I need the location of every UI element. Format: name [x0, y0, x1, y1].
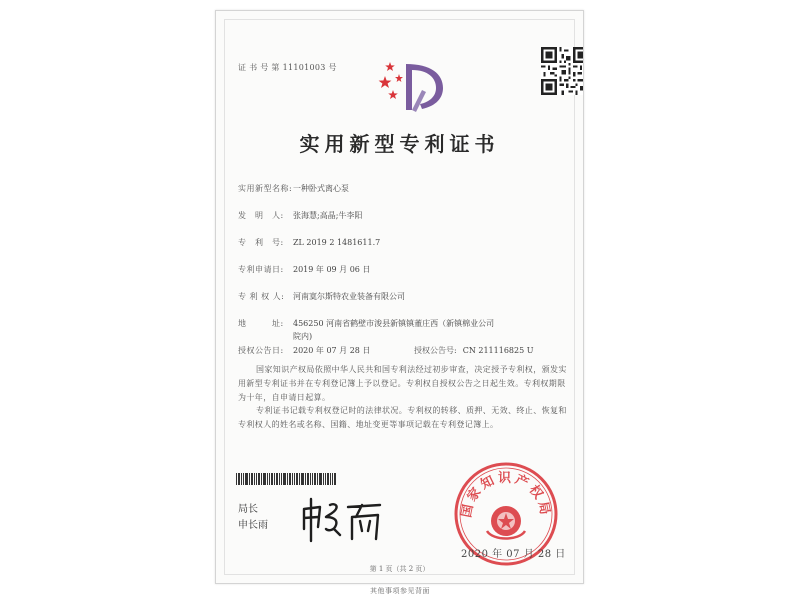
field-label: 授权公告日: [238, 346, 284, 355]
field-label: 专利申请日: [238, 265, 284, 274]
field-grant-date [238, 345, 370, 356]
certificate-number: 证 书 号 第 11101003 号 [238, 63, 337, 72]
barcode-icon [236, 473, 336, 485]
field-patentee [238, 291, 405, 302]
field-value: 一种卧式离心泵 [293, 184, 349, 193]
cnipa-logo-icon [376, 60, 448, 114]
seal-date: 2020 年 07 月 28 日 [461, 549, 566, 560]
field-address [238, 318, 494, 329]
field-label: 专 利 权 人: [238, 292, 285, 301]
field-inventors [238, 210, 362, 221]
field-patent-number [238, 237, 380, 248]
outside-note: 其他事项参见背面 [370, 587, 430, 595]
field-utility-model-name [238, 183, 349, 194]
field-value: 张海慧;高晶;牛李阳 [293, 211, 363, 220]
handwritten-signature [296, 495, 386, 545]
qr-code-icon [541, 47, 584, 95]
field-filing-date [238, 264, 370, 275]
field-value: 2019 年 09 月 06 日 [293, 265, 371, 274]
field-value: 456250 河南省鹤壁市浚县新镇镇董庄西（新镇棉业公司 [293, 319, 495, 328]
field-value: 河南寞尔斯特农业装备有限公司 [293, 292, 405, 301]
field-label: 授权公告号: [414, 346, 457, 355]
svg-text:国家知识产权局: 国家知识产权局 [459, 471, 553, 519]
certificate-paragraph-1: 国家知识产权局依照中华人民共和国专利法经过初步审查，决定授予专利权，颁发实用新型专利证书并在专利登记簿上予以登记。专利权自授权公告之日起生效。专利权期限为十年，自申请日起算。 [238, 365, 567, 402]
certificate-sheet [215, 10, 584, 584]
field-value: CN 211116825 U [462, 346, 534, 355]
field-value: 2020 年 07 月 28 日 [293, 346, 371, 355]
official-name: 申长雨 [238, 520, 268, 531]
official-title: 局长 [238, 504, 258, 515]
field-value: ZL 2019 2 1481611.7 [293, 238, 381, 247]
field-label: 发 明 人: [238, 211, 284, 220]
field-grant-number [414, 345, 533, 356]
field-label: 专 利 号: [238, 238, 284, 247]
page-footer: 第 1 页（共 2 页） [369, 565, 430, 573]
certificate-title: 实用新型专利证书 [299, 132, 500, 156]
field-label: 实用新型名称: [238, 184, 293, 193]
certificate-paragraph-2: 专利证书记载专利权登记时的法律状况。专利权的转移、质押、无效、终止、恢复和专利权人的姓名或名称、国籍、地址变更等事项记载在专利登记簿上。 [238, 406, 567, 429]
field-label: 地 址: [238, 319, 284, 328]
field-address-continued: 院内) [293, 332, 313, 341]
